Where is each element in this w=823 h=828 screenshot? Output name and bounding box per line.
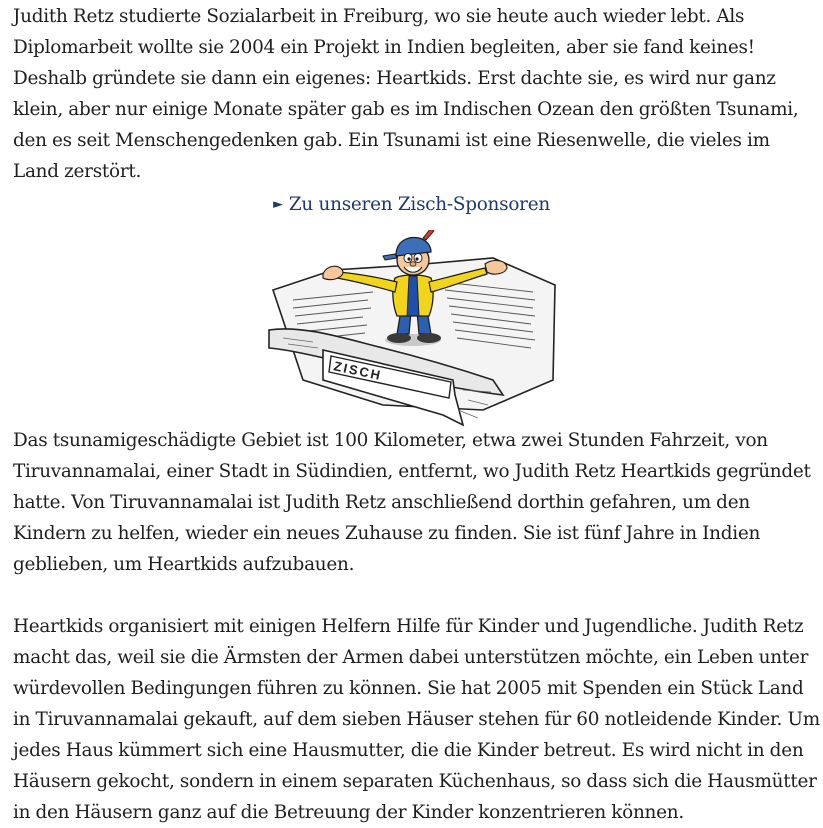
article-paragraph-3: Heartkids organisiert mit einigen Helfern Hilfe für Kinder und Jugendliche. Judith Retz macht das, weil sie die Ärmsten der Armen dabei unterstützen möchte, ein Leben unter würdevollen Bedingungen führen zu können. Sie hat 2005 mit Spenden ein Stück Land in Tiruvannamalai gekauft, auf dem sieben Häuser stehen für 60 notleidende Kinder. Um jedes Haus kümmert sich eine Hausmutter, die die Kinder betreut. Es wird nicht in den Häusern gekocht, sondern in einem separaten Küchenhaus, so dass sich die Hausmütter in den Häusern ganz auf die Betreuung der Kinder konzentrieren können. (13, 616, 820, 823)
newspaper-masthead: ZISCH (332, 358, 384, 384)
zisch-mascot-illustration (263, 230, 559, 428)
sponsor-link-row (0, 194, 823, 215)
article-paragraph-1: Judith Retz studierte Sozialarbeit in Freiburg, wo sie heute auch wieder lebt. Als Diplomarbeit wollte sie 2004 ein Projekt in Indien begleiten, aber sie fand keines! Deshalb gründete sie dann ein eigenes: Heartkids. Erst dachte sie, es wird nur ganz klein, aber nur einige Monate später gab es im Indischen Ozean den größten Tsunami, den es seit Menschengedenken gab. Ein Tsunami ist eine Riesenwelle, die vieles im Land zerstört. (13, 6, 799, 182)
sponsor-link[interactable] (273, 194, 550, 215)
right-arrow-icon: ► (273, 197, 283, 212)
sponsor-link-label: Zu unseren Zisch-Sponsoren (288, 194, 550, 215)
article-paragraph-2: Das tsunamigeschädigte Gebiet ist 100 Kilometer, etwa zwei Stunden Fahrzeit, von Tiruvannamalai, einer Stadt in Südindien, entfernt, wo Judith Retz Heartkids gegründet hatte. Von Tiruvannamalai ist Judith Retz anschließend dorthin gefahren, um den Kindern zu helfen, wieder ein neues Zuhause zu finden. Sie ist fünf Jahre in Indien geblieben, um Heartkids aufzubauen. (13, 430, 811, 575)
